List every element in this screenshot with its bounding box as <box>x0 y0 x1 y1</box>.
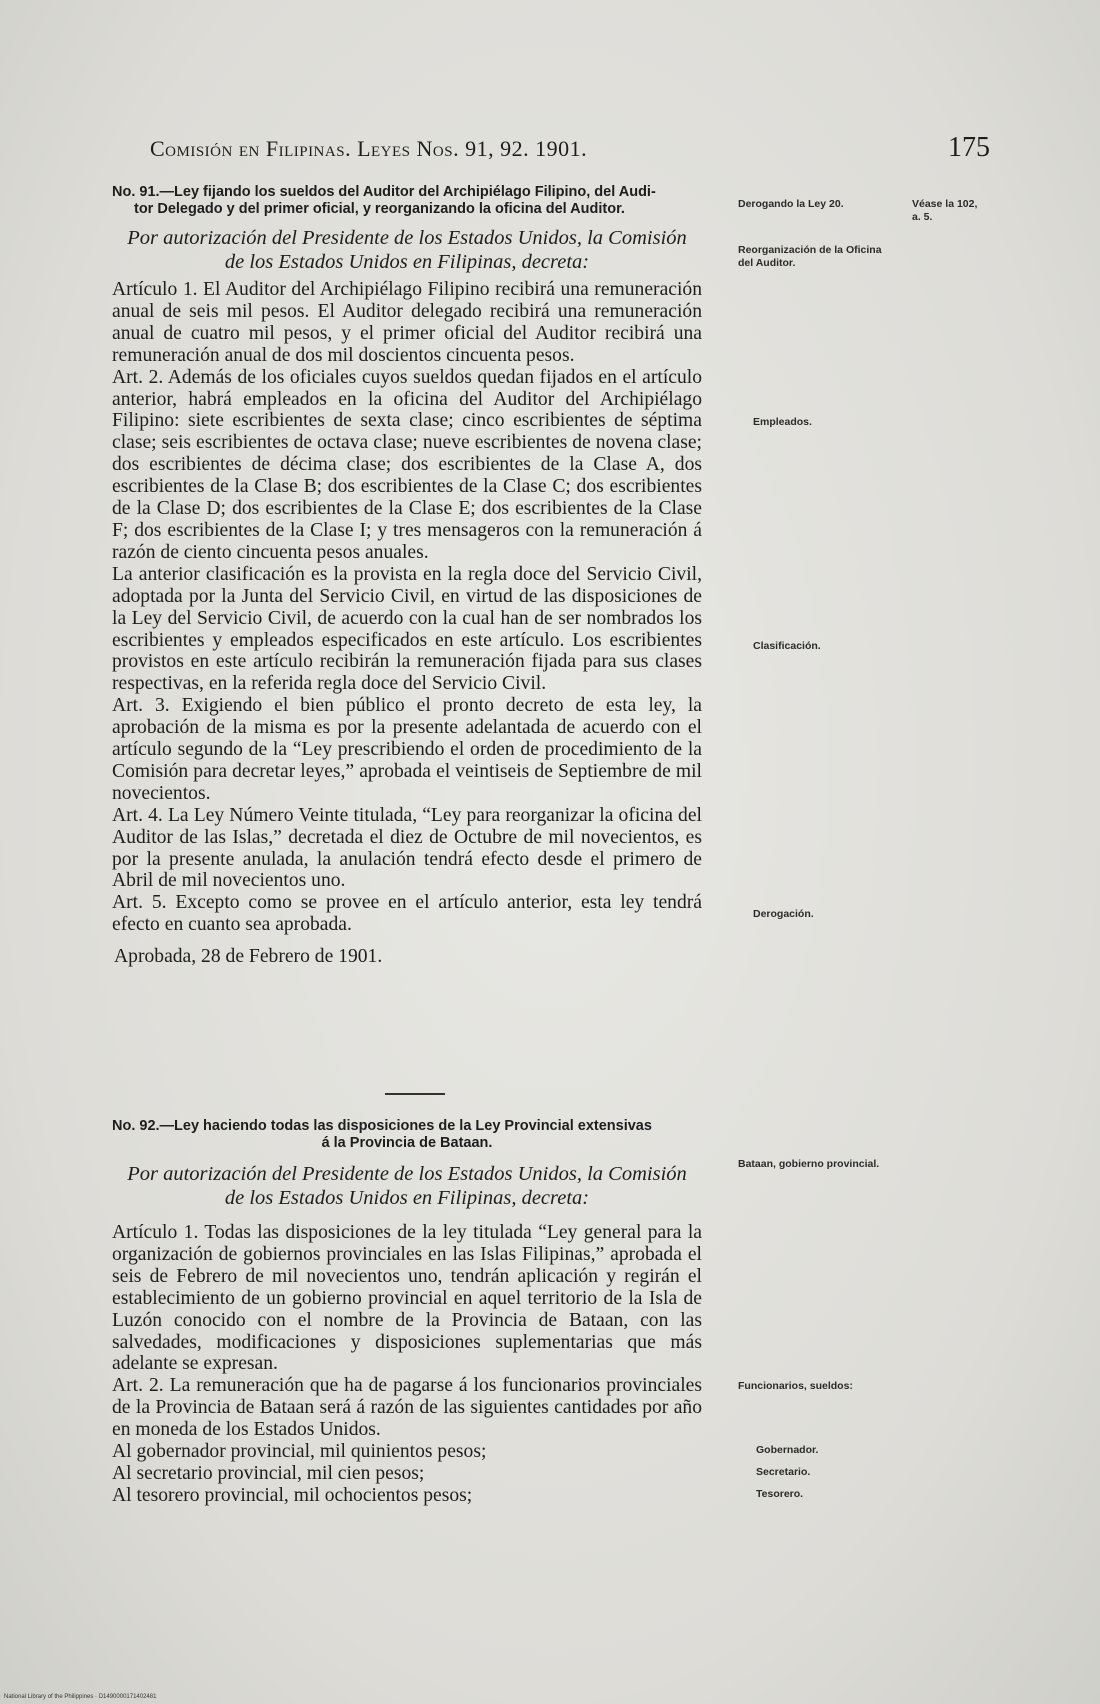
sidenote-vease: Véase la 102, a. 5. <box>912 198 978 223</box>
sidenote-empleados: Empleados. <box>753 416 812 428</box>
law-91-article-3: Art. 3. Exigiendo el bien público el pronto decreto de esta ley, la aprobación de la misma es por la presente adelantada de acuerdo con el artículo segundo de la “Ley prescribiendo el orden de procedimiento de la Comisión para decretar leyes,” aprobada el veintiseis de Septiembre de mil novecientos. <box>112 695 702 804</box>
section-divider <box>385 1093 445 1095</box>
law-91-title: No. 91.—Ley fijando los sueldos del Auditor del Archipiélago Filipino, del Audi- tor Delegado y del primer oficial, y reorganizando la oficina del Auditor. <box>112 184 656 217</box>
page-number: 175 <box>948 132 990 163</box>
running-header <box>150 132 990 168</box>
law-91-article-5: Art. 5. Excepto como se provee en el artículo anterior, esta ley tendrá efecto en cuanto sea aprobada. <box>112 892 702 936</box>
sidenote-secretario: Secretario. <box>756 1466 811 1478</box>
sidenote-reorganizacion: Reorganización de la Oficina del Auditor. <box>738 244 882 269</box>
law-91-section <box>112 184 702 968</box>
sidenote-bataan: Bataan, gobierno provincial. <box>738 1158 880 1170</box>
law-91-article-4: Art. 4. La Ley Número Veinte titulada, “Ley para reorganizar la oficina del Auditor de las Islas,” decretada el diez de Octubre de mil novecientos, es por la presente anulada, la anulación tendrá efecto desde el primero de Abril de mil novecientos uno. <box>112 804 702 892</box>
law-91-article-2-classification: La anterior clasificación es la provista en la regla doce del Servicio Civil, adoptada por la Junta del Servicio Civil, en virtud de las disposiciones de la Ley del Servicio Civil, de acuerdo con la cual han de ser nombrados los escribientes y empleados especificados en este artículo. Los escribientes provistos en este artículo recibirán la remuneración fijada para sus clases respectivas, en la referida regla doce del Servicio Civil. <box>112 563 702 695</box>
law-92-line-treasurer: Al tesorero provincial, mil ochocientos pesos; <box>112 1484 473 1506</box>
law-92-section <box>112 1118 702 1507</box>
header-title: Comisión en Filipinas. Leyes Nos. 91, 92. 1901. <box>150 136 588 161</box>
sidenote-funcionarios: Funcionarios, sueldos: <box>738 1380 853 1392</box>
law-92-authority-2: de los Estados Unidos en Filipinas, decreta: <box>224 1187 590 1209</box>
law-92-line-secretary: Al secretario provincial, mil cien pesos; <box>112 1462 425 1484</box>
law-92-article-1: Artículo 1. Todas las disposiciones de la ley titulada “Ley general para la organización de gobiernos provinciales en las Islas Filipinas,” aprobada el seis de Febrero de mil novecientos uno, tendrán aplicación y regirán el establecimiento de un gobierno provincial en aquel territorio de la Isla de Luzón conocido con el nombre de la Provincia de Bataan, con las salvedades, modificaciones y disposiciones suplementarias que más adelante se expresan. <box>112 1222 702 1375</box>
law-91-approved: Aprobada, 28 de Febrero de 1901. <box>114 946 383 968</box>
sidenote-derogando: Derogando la Ley 20. <box>738 198 844 210</box>
sidenote-clasificacion: Clasificación. <box>753 640 821 652</box>
law-91-authority-1: Por autorización del Presidente de los Estados Unidos, la Comisión <box>127 227 687 249</box>
scan-footer: National Library of the Philippines · D1490000171402481 <box>4 1694 157 1700</box>
law-92-authority-1: Por autorización del Presidente de los Estados Unidos, la Comisión <box>127 1163 687 1185</box>
law-92-article-2: Art. 2. La remuneración que ha de pagarse á los funcionarios provinciales de la Provincia de Bataan será á razón de las siguientes cantidades por año en moneda de los Estados Unidos. <box>112 1375 702 1441</box>
sidenote-derogacion: Derogación. <box>753 908 814 920</box>
law-91-article-2: Art. 2. Además de los oficiales cuyos sueldos quedan fijados en el artículo anterior, habrá empleados en la oficina del Auditor del Archipiélago Filipino: siete escribientes de sexta clase; cinco escribientes de séptima clase; seis escribientes de octava clase; nueve escribientes de novena clase; dos escribientes de décima clase; dos escribientes de la Clase A, dos escribientes de la Clase B; dos escribientes de la Clase C; dos escribientes de la Clase D; dos escribientes de la Clase E; dos escribientes de la Clase F; dos escribientes de la Clase I; y tres mensageros con la remuneración á razón de ciento cincuenta pesos anuales. <box>112 366 702 563</box>
law-91-article-1: Artículo 1. El Auditor del Archipiélago Filipino recibirá una remuneración anual de seis mil pesos. El Auditor delegado recibirá una remuneración anual de cuatro mil pesos, y el primer oficial del Auditor recibirá una remuneración anual de dos mil doscientos cincuenta pesos. <box>112 279 702 366</box>
sidenote-tesorero: Tesorero. <box>756 1488 804 1500</box>
law-92-title: No. 92.—Ley haciendo todas las disposiciones de la Ley Provincial extensivas á la Provincia de Bataan. <box>112 1118 652 1151</box>
law-92-line-governor: Al gobernador provincial, mil quinientos pesos; <box>112 1441 487 1463</box>
law-91-authority-2: de los Estados Unidos en Filipinas, decreta: <box>224 251 590 273</box>
sidenote-gobernador: Gobernador. <box>756 1444 819 1456</box>
